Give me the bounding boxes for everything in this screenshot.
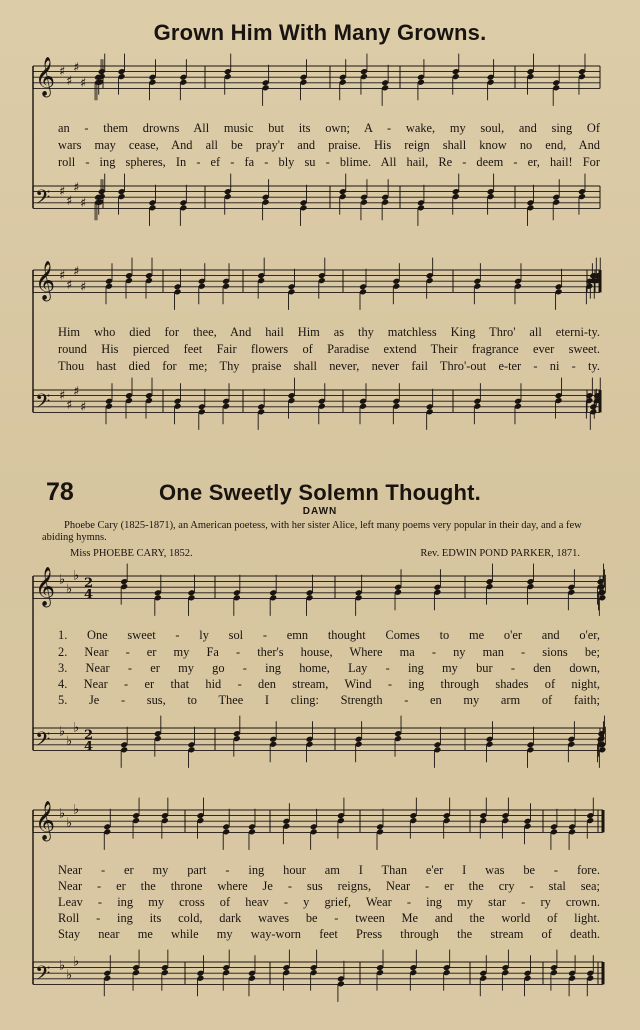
verse-line: Stay near me while my way-worn feet Press through the stream of death. — [58, 927, 600, 941]
treble-clef: 𝄞 — [35, 566, 56, 607]
verse-line: 4. Near - er that hid - den stream, Wind - ing through shades of night, — [58, 677, 600, 691]
bass-clef: 𝄢 — [35, 389, 51, 418]
sharp-sign: ♯ — [59, 184, 66, 200]
flat-sign: ♭ — [73, 954, 80, 970]
verse-line: Near - er my part - ing hour am I Than e'er I was be - fore. — [58, 863, 600, 877]
sharp-sign: ♯ — [59, 268, 66, 284]
verse-line: 2. Near - er my Fa - ther's house, Where ma - ny man - sions be; — [58, 645, 600, 659]
hymn-78-title: One Sweetly Solemn Thought. — [159, 480, 481, 505]
hymn-77-title: Grown Him With Many Growns. — [153, 20, 487, 45]
hymn77-lyric-line: wars may cease, And all be pray'r and praise. His reign shall know no end, And — [58, 138, 600, 152]
words-credit: Miss PHOEBE CARY, 1852. — [70, 548, 193, 559]
flat-sign: ♭ — [66, 967, 73, 983]
flat-sign: ♭ — [59, 572, 66, 588]
bass-clef: 𝄢 — [35, 727, 51, 756]
hymn-number: 78 — [46, 478, 74, 506]
flat-sign: ♭ — [73, 720, 80, 736]
hymn77-lyric-line: Thou hast died for me; Thy praise shall never, never fail Thro'-out e-ter - ni - ty. — [58, 359, 600, 373]
author-note: Phoebe Cary (1825-1871), an American poetess, with her sister Alice, left many poems very popular in their day, and a few abiding hymns. — [42, 520, 582, 543]
tune-name: DAWN — [302, 506, 338, 517]
flat-sign: ♭ — [66, 815, 73, 831]
hymn77-lyric-line: round His pierced feet Fair flowers of Paradise extend Their fragrance ever sweet. — [58, 342, 600, 356]
flat-sign: ♭ — [66, 581, 73, 597]
sharp-sign: ♯ — [59, 64, 66, 80]
sharp-sign: ♯ — [80, 399, 87, 415]
verse-line: Roll - ing its cold, dark waves be - tween Me and the world of light. — [58, 911, 600, 925]
sharp-sign: ♯ — [73, 384, 80, 400]
flat-sign: ♭ — [73, 802, 80, 818]
flat-sign: ♭ — [59, 958, 66, 974]
treble-clef: 𝄞 — [35, 260, 56, 301]
time-signature-bottom: 4 — [84, 739, 94, 755]
flat-sign: ♭ — [73, 568, 80, 584]
verse-line: Near - er the throne where Je - sus reigns, Near - er the cry - stal sea; — [58, 879, 600, 893]
verse-line: Leav - ing my cross of heav - y grief, Wear - ing my star - ry crown. — [58, 895, 600, 909]
time-signature-top: 2 — [84, 576, 94, 592]
sharp-sign: ♯ — [80, 279, 87, 295]
bass-clef: 𝄢 — [35, 961, 51, 990]
hymn77-lyric-line: an - them drowns All music but its own; A - wake, my soul, and sing Of — [58, 121, 600, 135]
verse-line: 1. One sweet - ly sol - emn thought Comes to me o'er and o'er, — [58, 628, 600, 642]
sharp-sign: ♯ — [73, 60, 80, 76]
flat-sign: ♭ — [66, 733, 73, 749]
sharp-sign: ♯ — [73, 180, 80, 196]
flat-sign: ♭ — [59, 724, 66, 740]
sharp-sign: ♯ — [73, 264, 80, 280]
sharp-sign: ♯ — [66, 397, 73, 413]
sharp-sign: ♯ — [59, 388, 66, 404]
sharp-sign: ♯ — [80, 75, 87, 91]
bass-clef: 𝄢 — [35, 185, 51, 214]
sharp-sign: ♯ — [80, 195, 87, 211]
sharp-sign: ♯ — [66, 73, 73, 89]
time-signature-top: 2 — [84, 728, 94, 744]
music-credit: Rev. EDWIN POND PARKER, 1871. — [420, 548, 580, 559]
flat-sign: ♭ — [59, 806, 66, 822]
treble-clef: 𝄞 — [35, 800, 56, 841]
verse-line: 5. Je - sus, to Thee I cling: Strength - en my arm of faith; — [58, 693, 600, 707]
time-signature-bottom: 4 — [84, 587, 94, 603]
treble-clef: 𝄞 — [35, 56, 56, 97]
verse-line: 3. Near - er my go - ing home, Lay - ing my bur - den down, — [58, 661, 600, 675]
sharp-sign: ♯ — [66, 193, 73, 209]
hymn77-lyric-line: roll - ing spheres, In - ef - fa - bly su - blime. All hail, Re - deem - er, hail! For — [58, 155, 600, 169]
hymn77-lyric-line: Him who died for thee, And hail Him as thy matchless King Thro' all eterni-ty. — [58, 325, 600, 339]
sharp-sign: ♯ — [66, 277, 73, 293]
